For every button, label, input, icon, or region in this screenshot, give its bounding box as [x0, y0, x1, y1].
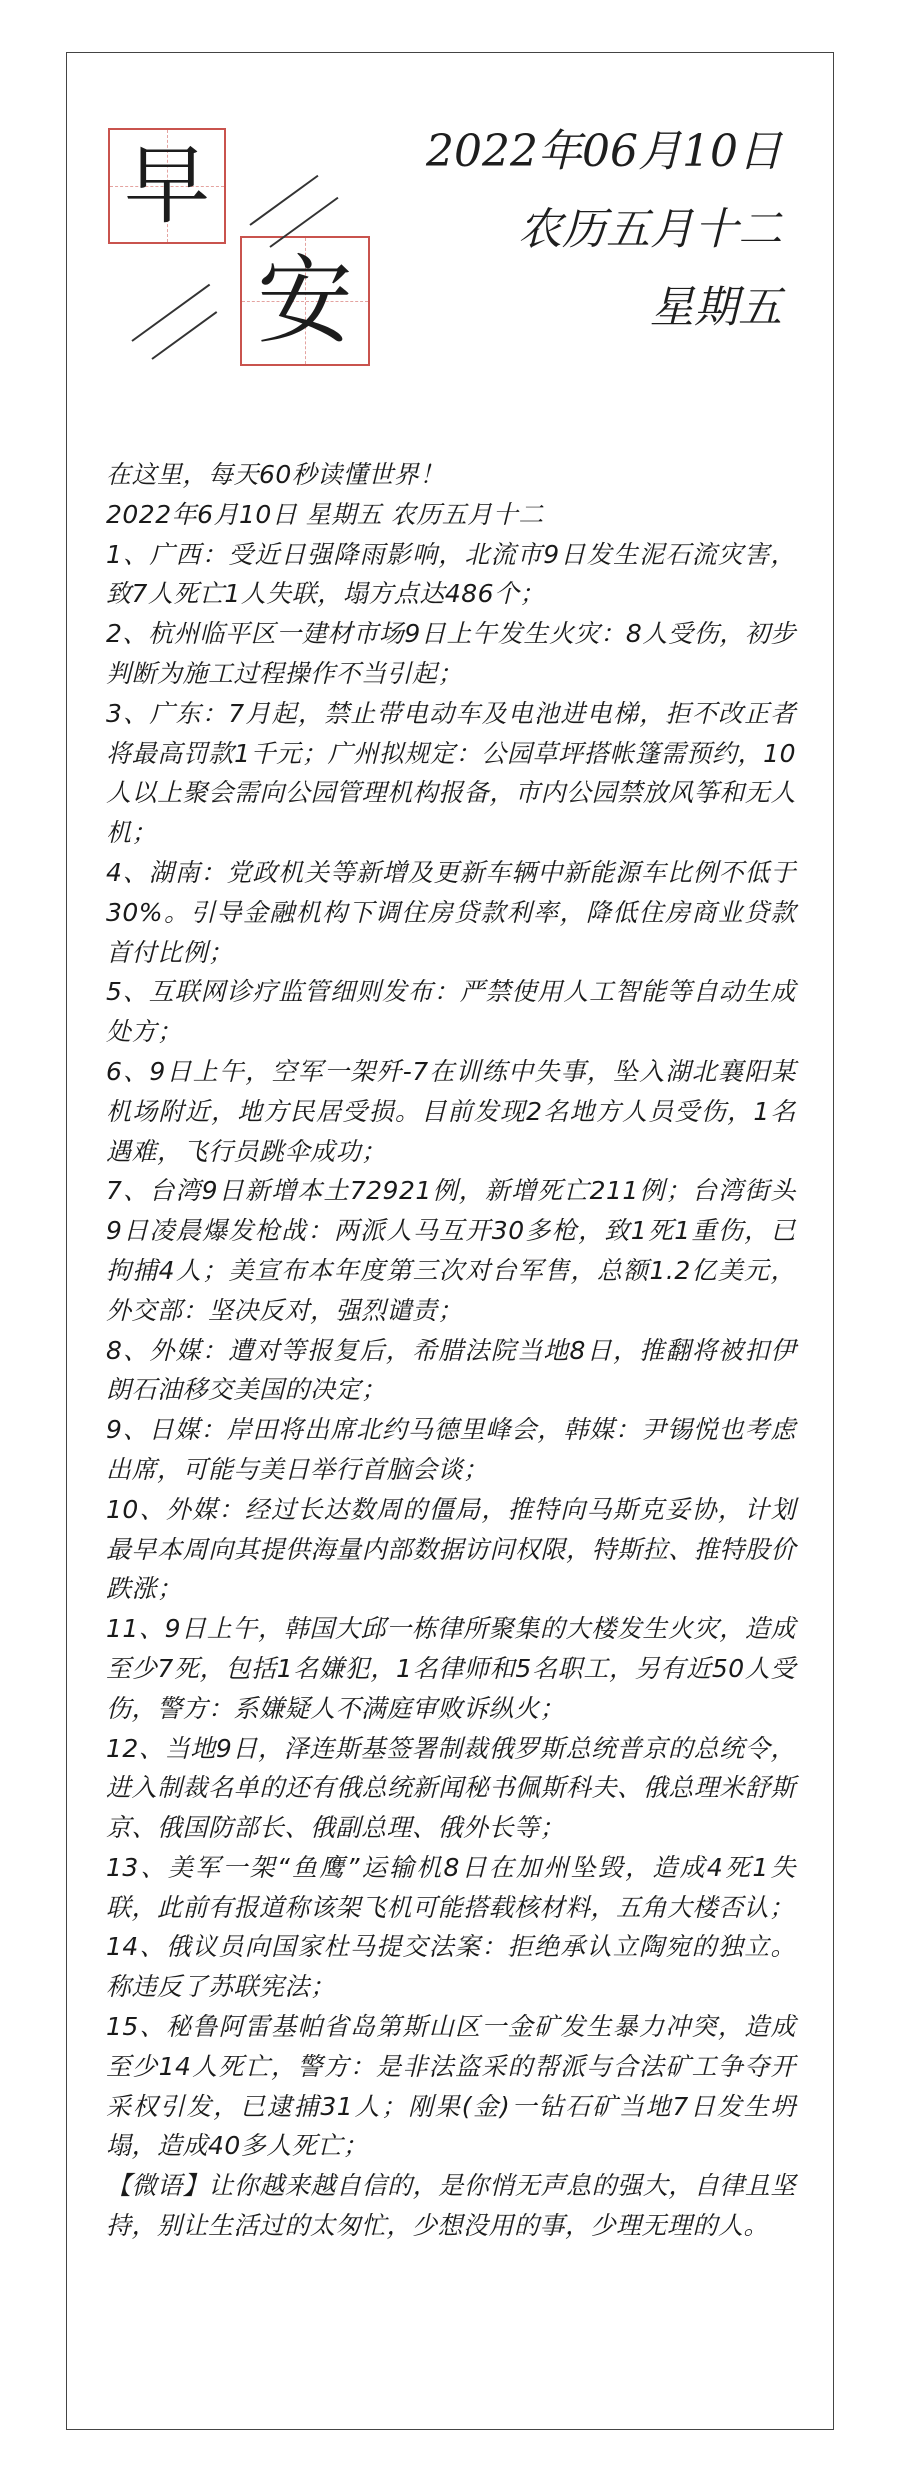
date-line: 2022年6月10日 星期五 农历五月十二 — [106, 499, 544, 529]
news-item: 4、湖南：党政机关等新增及更新车辆中新能源车比例不低于30%。引导金融机构下调住房贷款利率，降低住房商业贷款首付比例； — [106, 857, 796, 967]
news-item: 14、俄议员向国家杜马提交法案：拒绝承认立陶宛的独立。称违反了苏联宪法； — [106, 1932, 796, 2002]
news-item: 5、互联网诊疗监管细则发布：严禁使用人工智能等自动生成处方； — [106, 977, 796, 1047]
an-character-box — [240, 236, 370, 366]
news-item: 3、广东：7月起，禁止带电动车及电池进电梯，拒不改正者将最高罚款1千元；广州拟规定：公园草坪搭帐篷需预约，10人以上聚会需向公园管理机构报备，市内公园禁放风筝和无人机； — [106, 698, 796, 848]
quote-line: 【微语】让你越来越自信的，是你悄无声息的强大，自律且坚持，别让生活过的太匆忙，少想没用的事，少理无理的人。 — [106, 2171, 796, 2241]
intro-line: 在这里，每天60秒读懂世界！ — [106, 460, 445, 489]
news-item: 9、日媒：岸田将出席北约马德里峰会，韩媒：尹锡悦也考虑出席，可能与美日举行首脑会谈； — [106, 1415, 796, 1484]
news-content — [106, 455, 796, 2246]
news-item: 1、广西：受近日强降雨影响，北流市9日发生泥石流灾害，致7人死亡1人失联，塌方点达486个； — [106, 539, 796, 609]
news-item: 7、台湾9日新增本土72921例，新增死亡211例；台湾街头9日凌晨爆发枪战：两派人马互开30多枪，致1死1重伤，已拘捕4人；美宣布本年度第三次对台军售，总额1.2亿美元，外交部：坚决反对，强烈谴责； — [106, 1176, 796, 1325]
date-block — [426, 126, 782, 364]
weekday: 星期五 — [650, 282, 782, 333]
an-character: 安 — [257, 245, 353, 357]
lunar-date: 农历五月十二 — [518, 204, 782, 255]
gregorian-date: 2022年06月10日 — [426, 126, 782, 177]
news-item: 10、外媒：经过长达数周的僵局，推特向马斯克妥协，计划最早本周向其提供海量内部数据访问权限，特斯拉、推特股价跌涨； — [106, 1494, 796, 1604]
news-item: 12、当地9日，泽连斯基签署制裁俄罗斯总统普京的总统令，进入制裁名单的还有俄总统新闻秘书佩斯科夫、俄总理米舒斯京、俄国防部长、俄副总理、俄外长等； — [106, 1733, 796, 1843]
news-item: 15、秘鲁阿雷基帕省岛第斯山区一金矿发生暴力冲突，造成至少14人死亡，警方：是非法盗采的帮派与合法矿工争夺开采权引发，已逮捕31人；刚果(金)一钻石矿当地7日发生坍塌，造成40多人死亡； — [106, 2012, 796, 2161]
news-item: 11、9日上午，韩国大邱一栋律所聚集的大楼发生火灾，造成至少7死，包括1名嫌犯，1名律师和5名职工，另有近50人受伤，警方：系嫌疑人不满庭审败诉纵火； — [106, 1614, 796, 1723]
news-item: 13、美军一架“鱼鹰”运输机8日在加州坠毁，造成4死1失联，此前有报道称该架飞机可能搭载核材料，五角大楼否认； — [106, 1852, 796, 1922]
news-item: 2、杭州临平区一建材市场9日上午发生火灾：8人受伤，初步判断为施工过程操作不当引起； — [106, 619, 796, 688]
zao-character-box — [108, 128, 226, 244]
zao-character: 早 — [124, 136, 210, 236]
news-item: 6、9日上午，空军一架歼-7在训练中失事，坠入湖北襄阳某机场附近，地方民居受损。目前发现2名地方人员受伤，1名遇难，飞行员跳伞成功； — [106, 1056, 796, 1166]
news-item: 8、外媒：遭对等报复后，希腊法院当地8日，推翻将被扣伊朗石油移交美国的决定； — [106, 1335, 796, 1405]
